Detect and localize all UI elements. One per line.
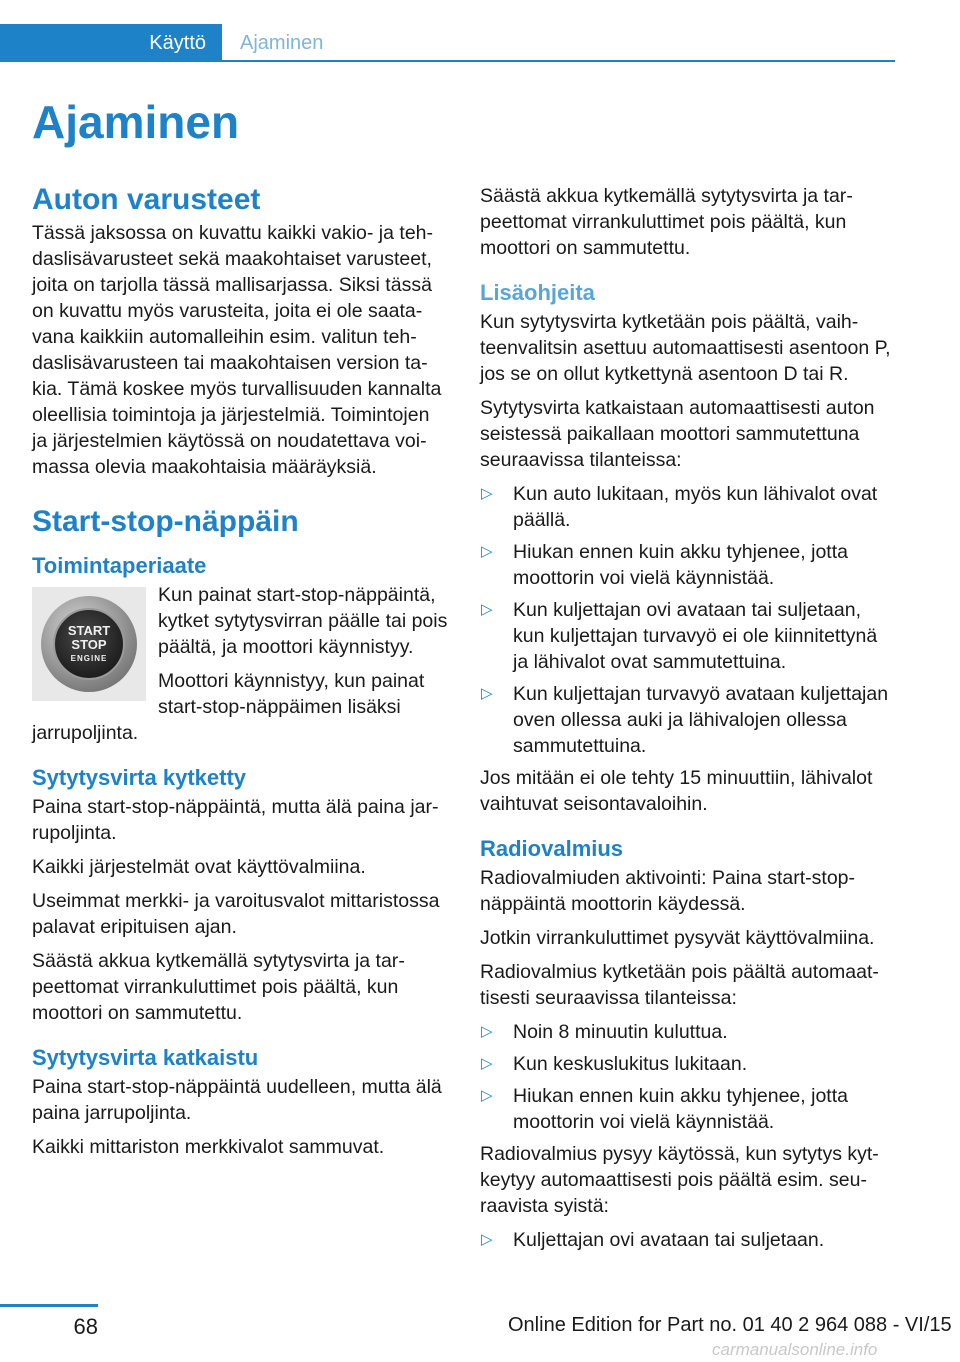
list-item <box>480 1227 896 1253</box>
list-item <box>480 1051 896 1077</box>
paragraph-katkaistu-2: Kaikki mittariston merkkivalot sammuvat. <box>32 1136 385 1158</box>
start-stop-button-image <box>32 587 146 701</box>
paragraph-radio-1: Radiovalmiuden aktivointi: Paina start-stop-näppäintä moottorin käydessä. <box>480 867 856 915</box>
paragraph-radio-2: Jotkin virrankuluttimet pysyvät käyttövalmiina. <box>480 927 875 949</box>
page-title: Ajaminen <box>32 96 240 148</box>
heading-toimintaperiaate: Toimintaperiaate <box>32 553 207 578</box>
heading-auton-varusteet: Auton varusteet <box>32 183 261 216</box>
button-face <box>53 608 125 680</box>
edition-footer: Online Edition for Part no. 01 40 2 964 088 - VI/15 <box>508 1314 952 1336</box>
right-column <box>480 183 896 1259</box>
tab-ajaminen[interactable]: Ajaminen <box>240 32 324 54</box>
triangle-bullet-icon: ▷ <box>481 1231 493 1248</box>
paragraph-toiminta-2: Moottori käynnistyy, kun painat start-stop-näppäimen lisäksi jarrupoljinta. <box>32 670 425 744</box>
list-item-text: Kun auto lukitaan, myös kun lähivalot ovat päällä. <box>513 483 878 531</box>
paragraph-katkaistu-1: Paina start-stop-näppäintä uudelleen, mutta älä paina jarrupoljinta. <box>32 1076 442 1124</box>
paragraph-kytketty-1: Paina start-stop-näppäintä, mutta älä paina jarrupoljinta. <box>32 796 439 844</box>
list-item <box>480 681 896 759</box>
paragraph-kytketty-2: Kaikki järjestelmät ovat käyttövalmiina. <box>32 856 366 878</box>
footer-rule <box>0 1304 98 1307</box>
left-column <box>32 180 448 1168</box>
list-item <box>480 1083 896 1135</box>
list-item-text: Hiukan ennen kuin akku tyhjenee, jotta moottorin voi vielä käynnistää. <box>513 541 848 589</box>
list-item-text: Kuljettajan ovi avataan tai suljetaan. <box>513 1229 825 1251</box>
triangle-bullet-icon: ▷ <box>481 1023 493 1040</box>
button-bezel <box>41 596 137 692</box>
list-item <box>480 1019 896 1045</box>
triangle-bullet-icon: ▷ <box>481 1055 493 1072</box>
list-radio-shutoff <box>480 1019 896 1135</box>
list-auto-shutoff <box>480 481 896 759</box>
list-item-text: Kun keskuslukitus lukitaan. <box>513 1053 748 1075</box>
button-label-start: START <box>67 623 111 638</box>
heading-radiovalmius: Radiovalmius <box>480 836 624 861</box>
paragraph-auton-varusteet: Tässä jaksossa on kuvattu kaikki vakio- ja tehdaslisävarusteet sekä maakohtaiset varusteet, joita on tarjolla tässä mallisarjassa. Siksi tässä on kuvattu myös varusteita, joita ei ole saatavana kaikkiin automalleihin esim. valitun tehdaslisävarusteen tai maakohtaisen version takia. Tämä koskee myös turvallisuuden kannalta oleellisia toimintoja ja järjestelmiä. Toimintojen ja järjestelmien käytössä on noudatettava voimassa olevia maakohtaisia määräyksiä. <box>32 222 442 478</box>
heading-sytytysvirta-kytketty: Sytytysvirta kytketty <box>32 765 247 790</box>
list-item-text: Kun kuljettajan turvavyö avataan kuljettajan oven ollessa auki ja lähivalojen ollessa sammutettuina. <box>513 683 889 757</box>
paragraph-kytketty-4: Säästä akkua kytkemällä sytytysvirta ja tarpeettomat virrankuluttimet pois päältä, kun moottori on sammutettu. <box>32 950 405 1024</box>
list-item-text: Kun kuljettajan ovi avataan tai suljetaan, kun kuljettajan turvavyö ei ole kiinnitettynä ja lähivalot ovat sammutettuina. <box>513 599 878 673</box>
list-radio-keep <box>480 1227 896 1253</box>
paragraph-radio-4: Radiovalmius pysyy käytössä, kun sytytys kytkeytyy automaattisesti pois päältä esim. seuraavista syistä: <box>480 1143 879 1217</box>
page-number: 68 <box>73 1314 98 1339</box>
triangle-bullet-icon: ▷ <box>481 1087 493 1104</box>
heading-start-stop: Start-stop-näppäin <box>32 505 299 538</box>
button-label-engine: ENGINE <box>70 654 108 663</box>
list-item <box>480 597 896 675</box>
paragraph-kytketty-3: Useimmat merkki- ja varoitusvalot mittaristossa palavat eripituisen ajan. <box>32 890 440 938</box>
paragraph-lisa-1: Kun sytytysvirta kytketään pois päältä, vaihteenvalitsin asettuu automaattisesti asentoon P, jos se on ollut kytkettynä asentoon D tai R. <box>480 311 891 385</box>
list-item <box>480 481 896 533</box>
list-item-text: Noin 8 minuutin kuluttua. <box>513 1021 728 1043</box>
paragraph-toiminta-1: Kun painat start-stop-näppäintä, kytket sytytysvirran päälle tai pois päältä, ja moottori käynnistyy. <box>158 584 448 658</box>
list-item <box>480 539 896 591</box>
triangle-bullet-icon: ▷ <box>481 601 493 618</box>
button-label-stop: STOP <box>71 637 107 652</box>
triangle-bullet-icon: ▷ <box>481 543 493 560</box>
triangle-bullet-icon: ▷ <box>481 685 493 702</box>
list-item-text: Hiukan ennen kuin akku tyhjenee, jotta moottorin voi vielä käynnistää. <box>513 1085 848 1133</box>
paragraph-radio-3: Radiovalmius kytketään pois päältä automaattisesti seuraavissa tilanteissa: <box>480 961 879 1009</box>
tab-kaytto[interactable]: Käyttö <box>0 24 222 62</box>
paragraph-saasta: Säästä akkua kytkemällä sytytysvirta ja tarpeettomat virrankuluttimet pois päältä, kun moottori on sammutettu. <box>480 185 853 259</box>
heading-lisaohjeita: Lisäohjeita <box>480 280 595 305</box>
triangle-bullet-icon: ▷ <box>481 485 493 502</box>
watermark: carmanualsonline.info <box>712 1340 878 1359</box>
paragraph-lisa-3: Jos mitään ei ole tehty 15 minuuttiin, lähivalot vaihtuvat seisontavaloihin. <box>480 767 873 815</box>
heading-sytytysvirta-katkaistu: Sytytysvirta katkaistu <box>32 1045 259 1070</box>
paragraph-lisa-2: Sytytysvirta katkaistaan automaattisesti auton seistessä paikallaan moottori sammutettuna seuraavissa tilanteissa: <box>480 397 875 471</box>
